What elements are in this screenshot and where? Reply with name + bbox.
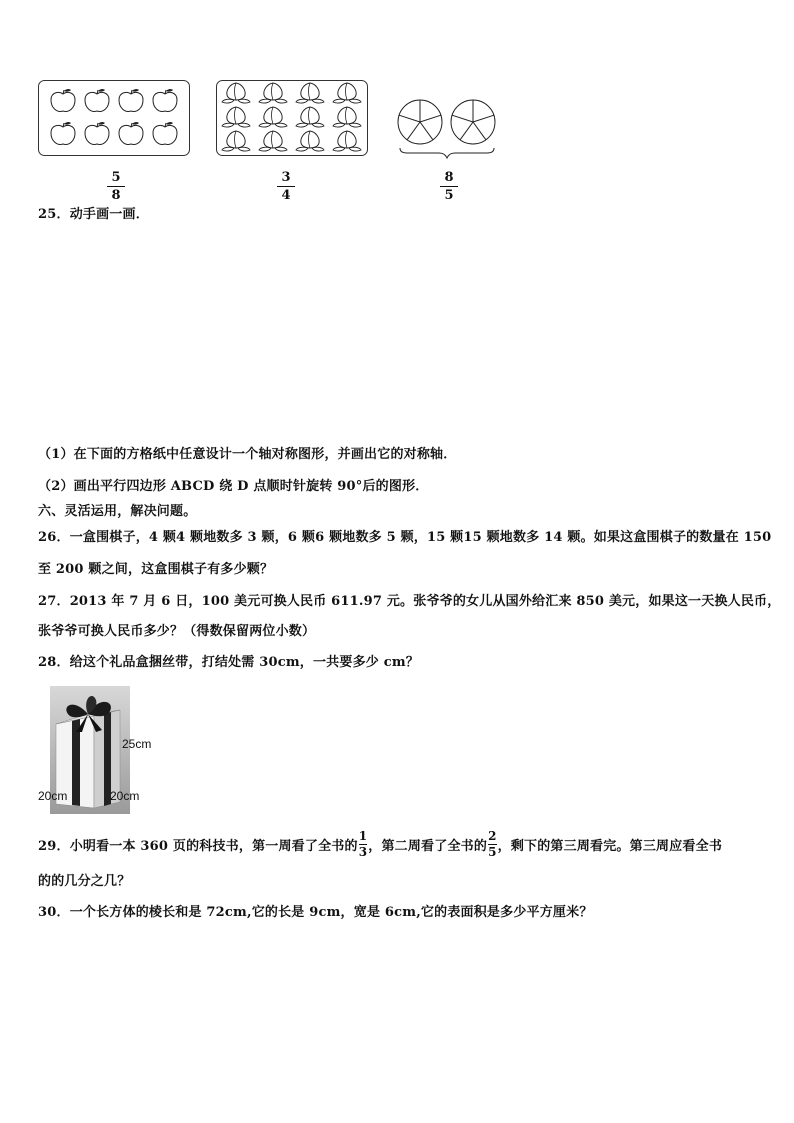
- peach-icon: [296, 83, 324, 103]
- q29-part3: ，剩下的第三周看完。第三周应看全书: [497, 839, 723, 854]
- circle-icon: [451, 100, 495, 144]
- peach-icon: [333, 83, 361, 103]
- apple-icon: [119, 122, 143, 144]
- peach-icon: [296, 107, 324, 127]
- circle-icon: [398, 100, 442, 144]
- q29-part2: ，第二周看了全书的: [368, 839, 488, 854]
- q29-line2: 的的几分之几？: [38, 874, 131, 889]
- apple-icon: [85, 89, 109, 111]
- peach-icon: [333, 131, 361, 151]
- peaches-figure: [216, 80, 368, 156]
- peach-icon: [222, 131, 250, 151]
- apple-icon: [85, 122, 109, 144]
- gift-length-label: 20cm: [38, 789, 68, 803]
- q27-line2: 张爷爷可换人民币多少？（得数保留两位小数）: [38, 624, 316, 639]
- apple-icon: [51, 89, 177, 144]
- peach-icon: [222, 107, 250, 127]
- q29-fraction-1: $\frac{1}{3}$: [358, 829, 368, 859]
- peach-icon: [259, 83, 287, 103]
- q29-part1: 29．小明看一本 360 页的科技书，第一周看了全书的: [38, 839, 358, 854]
- peach-icon: [259, 131, 287, 151]
- apples-fraction: 5 8: [104, 170, 128, 203]
- gift-height-label: 25cm: [122, 737, 152, 751]
- q29-line1: [38, 829, 723, 861]
- q30-text: 30．一个长方体的棱长和是 72cm,它的长是 9cm，宽是 6cm,它的表面积是多少平方厘米？: [38, 905, 593, 920]
- q25-item1: （1）在下面的方格纸中任意设计一个轴对称图形，并画出它的对称轴．: [38, 447, 457, 462]
- q26-line2: 至 200 颗之间，这盒围棋子有多少颗？: [38, 562, 274, 577]
- apple-icon: [153, 122, 177, 144]
- peach-icon: [333, 107, 361, 127]
- peach-icon: [222, 83, 361, 151]
- apples-figure: [38, 80, 190, 156]
- section-6-heading: 六、灵活运用，解决问题。: [38, 504, 197, 519]
- peaches-fraction: 3 4: [274, 170, 298, 203]
- peach-icon: [222, 83, 250, 103]
- q27-line1: 27．2013 年 7 月 6 日，100 美元可换人民币 611.97 元。张爷爷的女儿从国外给汇来 850 美元，如果这一天换人民币，: [38, 594, 781, 609]
- q28-text: 28．给这个礼品盒捆丝带，打结处需 30cm，一共要多少 cm？: [38, 655, 419, 670]
- apple-icon: [51, 122, 75, 144]
- q26-line1: 26．一盒围棋子，4 颗4 颗地数多 3 颗，6 颗6 颗地数多 5 颗，15 颗15 颗地数多 14 颗。如果这盒围棋子的数量在 150: [38, 530, 772, 545]
- apple-icon: [119, 89, 143, 111]
- q29-fraction-2: $\frac{2}{5}$: [488, 829, 497, 859]
- peach-icon: [296, 131, 324, 151]
- apple-icon: [153, 89, 177, 111]
- q25-item2: （2）画出平行四边形 ABCD 绕 D 点顺时针旋转 90°后的图形．: [38, 479, 429, 494]
- brace-icon: [400, 148, 494, 158]
- apple-icon: [51, 89, 75, 111]
- q25-title: 25．动手画一画．: [38, 207, 149, 222]
- circles-figure: [395, 98, 499, 160]
- circles-fraction: 8 5: [437, 170, 461, 203]
- gift-width-label: 20cm: [110, 789, 140, 803]
- peach-icon: [259, 107, 287, 127]
